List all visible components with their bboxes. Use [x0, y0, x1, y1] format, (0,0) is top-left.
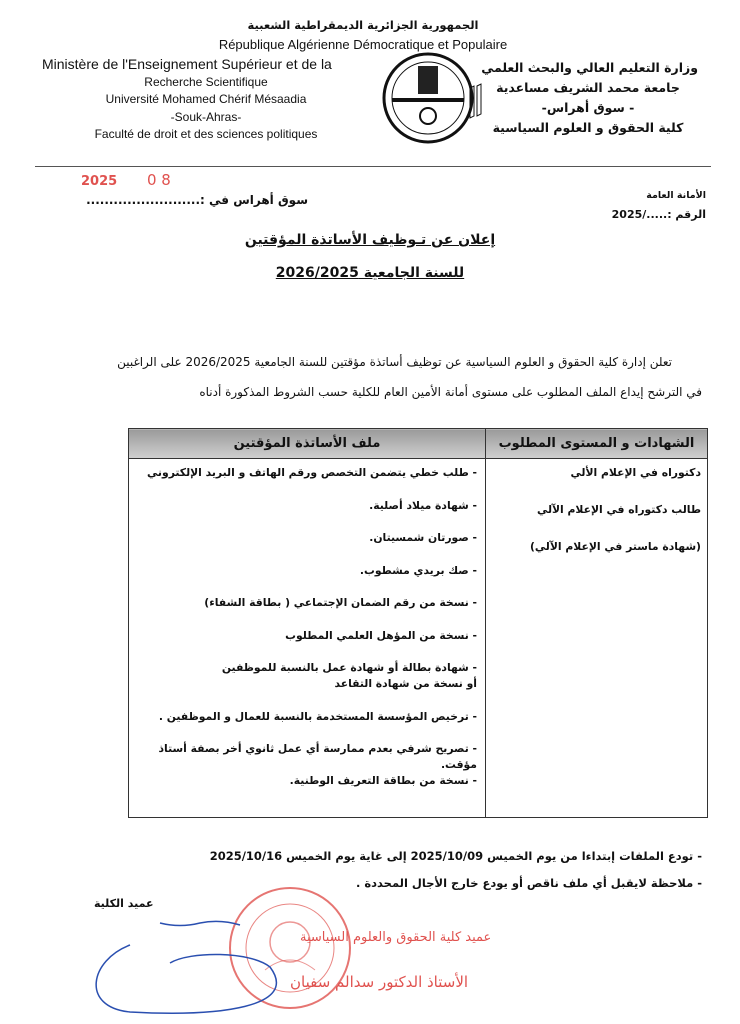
- document-item: - تصريح شرفي بعدم ممارسة أي عمل ثانوي أخر بصفة أستاذ مؤقت.: [158, 742, 477, 771]
- document-item: - ترخيص المؤسسة المستخدمة بالنسبة للعمال و الموظفين .: [158, 709, 477, 723]
- document-item: - شهادة بطالة أو شهادة عمل بالنسبة للموظفين: [221, 661, 477, 674]
- document-item: - صورتان شمسيتان.: [369, 531, 477, 544]
- place-date: سوق أهراس في :.........................: [86, 193, 308, 207]
- announcement-body: [6, 347, 702, 407]
- documents-cell: [129, 459, 486, 818]
- requirements-cell: [486, 459, 708, 818]
- document-item: - طلب خطي يتضمن التخصص ورقم الهاتف و البريد الإلكتروني: [147, 466, 477, 479]
- announcement-title: إعلان عن تـوظيف الأساتذة المؤقتين: [244, 232, 496, 248]
- requirement-item: (شهادة ماستر في الإعلام الآلي): [529, 540, 701, 553]
- body-line-1: تعلن إدارة كلية الحقوق و العلوم السياسية عن توظيف أساتذة مؤقتين للسنة الجامعية 2026/2025 على الراغبين: [117, 355, 672, 369]
- document-item: - نسخة من رقم الضمان الإجتماعي ( بطاقة الشفاء): [204, 596, 477, 609]
- city-ar: - سوق أهراس-: [541, 100, 635, 115]
- academic-year-title: للسنة الجامعية 2026/2025: [275, 265, 465, 281]
- university-fr: Université Mohamed Chérif Mésaadia: [105, 92, 307, 106]
- university-logo: [378, 48, 488, 148]
- document-item: - صك بريدي مشطوب.: [359, 563, 477, 577]
- republic-arabic: الجمهورية الجزائرية الديمقراطية الشعبية: [247, 18, 479, 32]
- faculty-ar: كلية الحقوق و العلوم السياسية: [492, 120, 684, 135]
- header-documents: ملف الأساتذة المؤقتين: [129, 429, 486, 459]
- header-divider: [35, 166, 711, 167]
- date-stamp: [75, 168, 185, 190]
- document-item: أو نسخة من شهادة التقاعد: [334, 677, 477, 690]
- header-requirements: الشهادات و المستوى المطلوب: [486, 429, 708, 459]
- svg-text:0 8: 0 8: [147, 171, 171, 189]
- svg-text:الأستاذ الدكتور سدالم سفيان: الأستاذ الدكتور سدالم سفيان: [290, 973, 469, 991]
- requirements-table: [128, 428, 708, 818]
- city-fr: -Souk-Ahras-: [170, 109, 242, 124]
- ministry-fr-2: Recherche Scientifique: [144, 74, 268, 89]
- late-note: - ملاحظة لايقبل أي ملف ناقص أو يودع خارج الأجال المحددة .: [355, 876, 702, 890]
- svg-text:2025: 2025: [81, 174, 118, 189]
- institution-french: [36, 56, 376, 144]
- reference-number: الرقم :...../2025: [611, 208, 706, 221]
- republic-french: République Algérienne Démocratique et Populaire: [218, 37, 508, 52]
- institution-arabic: [478, 58, 698, 138]
- secretariat-label: الأمانة العامة: [646, 190, 706, 201]
- document-item: - نسخة من بطاقة التعريف الوطنية.: [289, 774, 477, 787]
- ministry-fr: Ministère de l'Enseignement Supérieur et de la: [42, 56, 332, 72]
- body-line-2: في الترشح إيداع الملف المطلوب على مستوى أمانة الأمين العام للكلية حسب الشروط المذكورة أدناه: [199, 385, 702, 399]
- faculty-fr: Faculté de droit et des sciences politiques: [94, 127, 318, 141]
- deposit-dates: - تودع الملفات إبتداءا من يوم الخميس 2025/10/09 إلى غاية يوم الخميس 2025/10/16: [209, 849, 702, 863]
- dean-title: عميد الكلية: [94, 897, 154, 910]
- requirement-item: دكتوراه في الإعلام الألي: [570, 466, 701, 479]
- svg-text:عميد كلية الحقوق والعلوم السيا: عميد كلية الحقوق والعلوم السياسية: [300, 930, 492, 945]
- document-item: - شهادة ميلاد أصلية.: [369, 498, 477, 512]
- dean-signature-stamp: [70, 915, 492, 1020]
- requirement-item: طالب دكتوراه في الإعلام الآلي: [537, 503, 701, 516]
- document-item: - نسخة من المؤهل العلمي المطلوب: [285, 628, 477, 642]
- university-ar: جامعة محمد الشريف مساعدية: [496, 80, 680, 95]
- ministry-ar: وزارة التعليم العالي والبحث العلمي: [481, 60, 698, 75]
